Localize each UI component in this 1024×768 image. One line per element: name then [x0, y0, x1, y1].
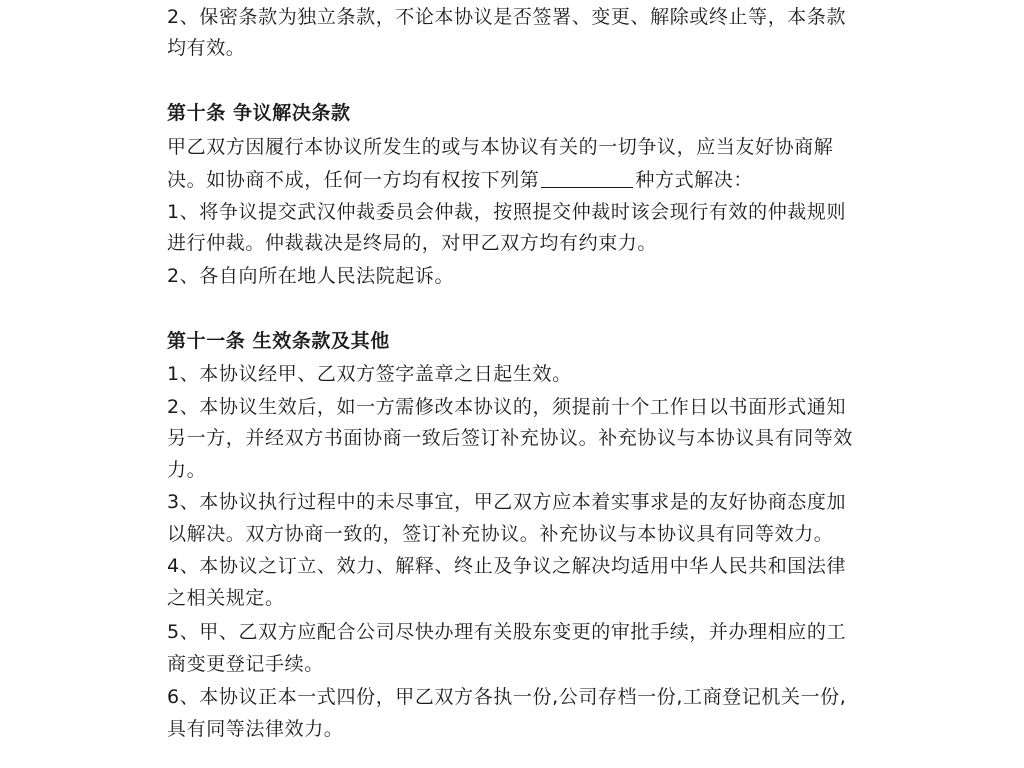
clause11-item2-line1: 2、本协议生效后，如一方需修改本协议的，须提前十个工作日以书面形式通知 [167, 396, 847, 418]
clause11-item2-line2: 另一方，并经双方书面协商一致后签订补充协议。补充协议与本协议具有同等效 [167, 427, 854, 449]
clause10-intro-line2-after: 种方式解决： [635, 169, 754, 191]
clause10-item2: 2、各自向所在地人民法院起诉。 [167, 265, 455, 287]
clause10-item1-line2: 进行仲裁。仲裁裁决是终局的，对甲乙双方均有约束力。 [167, 232, 658, 254]
clause9-item2-line1: 2、保密条款为独立条款，不论本协议是否签署、变更、解除或终止等，本条款 [167, 6, 847, 28]
clause11-item4-line2: 之相关规定。 [167, 587, 285, 609]
clause10-intro-line1: 甲乙双方因履行本协议所发生的或与本协议有关的一切争议，应当友好协商解 [167, 136, 834, 158]
fill-in-blank [541, 165, 633, 188]
clause11-item6-line2: 具有同等法律效力。 [167, 718, 344, 740]
clause11-heading: 第十一条 生效条款及其他 [167, 330, 390, 352]
clause10-heading: 第十条 争议解决条款 [167, 102, 351, 124]
clause9-item2-line2: 均有效。 [167, 37, 246, 59]
clause11-item5-line2: 商变更登记手续。 [167, 653, 324, 675]
clause11-item3-line2: 以解决。双方协商一致的，签订补充协议。补充协议与本协议具有同等效力。 [167, 523, 834, 545]
clause11-item2-line3: 力。 [167, 459, 207, 481]
clause11-item4-line1: 4、本协议之订立、效力、解释、终止及争议之解决均适用中华人民共和国法律 [167, 555, 847, 577]
clause11-item5-line1: 5、甲、乙双方应配合公司尽快办理有关股东变更的审批手续，并办理相应的工 [167, 621, 847, 643]
clause11-item6-line1: 6、本协议正本一式四份，甲乙双方各执一份,公司存档一份,工商登记机关一份, [167, 686, 847, 708]
clause10-item1-line1: 1、将争议提交武汉仲裁委员会仲裁，按照提交仲裁时该会现行有效的仲裁规则 [167, 201, 847, 223]
clause11-item3-line1: 3、本协议执行过程中的未尽事宜，甲乙双方应本着实事求是的友好协商态度加 [167, 491, 847, 513]
clause10-intro-line2-before: 决。如协商不成，任何一方均有权按下列第 [167, 169, 540, 191]
clause11-item1: 1、本协议经甲、乙双方签字盖章之日起生效。 [167, 363, 572, 385]
clause10-intro-line2 [167, 164, 753, 196]
